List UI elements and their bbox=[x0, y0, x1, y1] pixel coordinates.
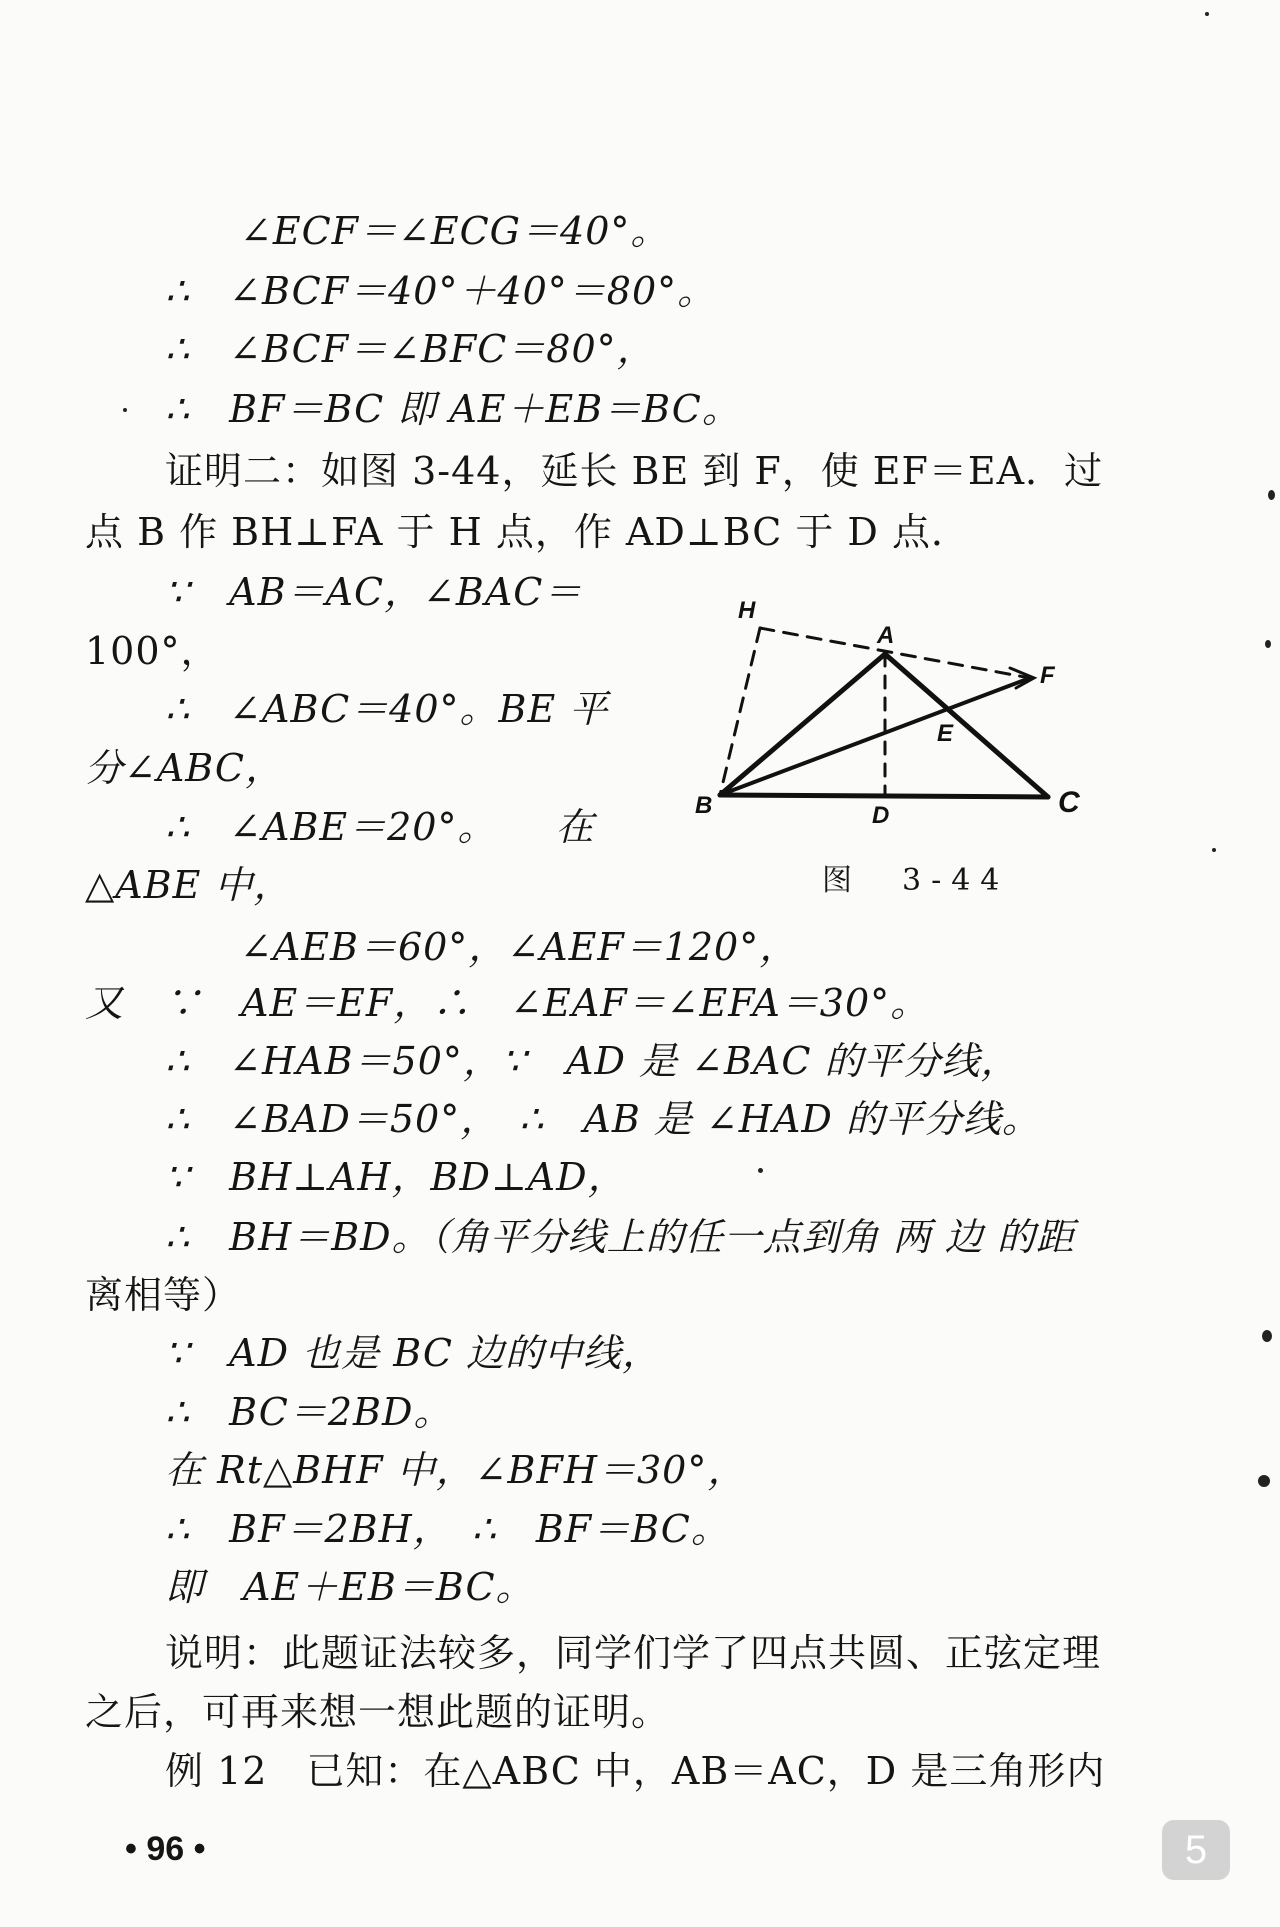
point-label: C bbox=[1058, 786, 1080, 819]
scan-speck bbox=[758, 1168, 763, 1173]
point-label: F bbox=[1040, 662, 1055, 689]
scan-speck bbox=[1265, 640, 1271, 648]
text-line: ∴ BH＝BD。（角平分线上的任一点到角 两 边 的距 bbox=[165, 1215, 1075, 1259]
text-line: ∵ AB＝AC，∠BAC＝ bbox=[165, 570, 583, 614]
text-line: ∴ ∠BCF＝40°＋40°＝80°。 bbox=[165, 269, 717, 313]
text-line: 在 Rt△BHF 中，∠BFH＝30°， bbox=[165, 1448, 747, 1492]
text-line: ∠ECF＝∠ECG＝40°。 bbox=[240, 209, 670, 253]
text-line: 100°， bbox=[85, 629, 220, 673]
text-line: 点 B 作 BH⊥FA 于 H 点，作 AD⊥BC 于 D 点． bbox=[85, 510, 970, 554]
text-line: 例 12 已知：在△ABC 中，AB＝AC，D 是三角形内 bbox=[165, 1749, 1106, 1793]
text-line: 证明二：如图 3-44，延长 BE 到 F，使 EF＝EA．过 bbox=[165, 449, 1104, 493]
point-label: E bbox=[937, 720, 954, 747]
text-line: ∵ BH⊥AH，BD⊥AD， bbox=[165, 1155, 627, 1199]
text-line: ∴ BC＝2BD。 bbox=[165, 1390, 453, 1434]
scan-speck bbox=[123, 408, 127, 412]
text-line: △ABE 中， bbox=[85, 863, 293, 907]
text-line: ∴ ∠BAD＝50°， ∴ AB 是 ∠HAD 的平分线。 bbox=[165, 1097, 1041, 1141]
text-line: ∴ BF＝2BH， ∴ BF＝BC。 bbox=[165, 1507, 730, 1551]
scan-speck bbox=[1205, 12, 1209, 16]
point-label: A bbox=[877, 622, 895, 649]
text-line: ∴ BF＝BC 即 AE＋EB＝BC。 bbox=[165, 387, 741, 431]
figure-caption: 图 3-44 bbox=[822, 863, 1010, 898]
point-label: B bbox=[695, 792, 713, 819]
text-line: 离相等） bbox=[85, 1273, 242, 1317]
page-number: • 96 • bbox=[125, 1830, 206, 1868]
text-line: 又 ∵ AE＝EF，∴ ∠EAF＝∠EFA＝30°。 bbox=[85, 981, 930, 1025]
text-line: ∠AEB＝60°，∠AEF＝120°， bbox=[240, 925, 799, 969]
text-line: ∴ ∠ABC＝40°。BE 平 bbox=[165, 687, 609, 731]
text-line: 说明：此题证法较多，同学们学了四点共圆、正弦定理 bbox=[165, 1631, 1102, 1675]
scan-speck bbox=[1258, 1475, 1270, 1487]
text-line: 之后，可再来想一想此题的证明。 bbox=[85, 1690, 671, 1734]
text-line: 即 AE＋EB＝BC。 bbox=[165, 1565, 535, 1609]
text-line: ∴ ∠ABE＝20°。 在 bbox=[165, 805, 595, 849]
text-line: ∵ AD 也是 BC 边的中线， bbox=[165, 1331, 662, 1375]
text-line: ∴ ∠HAB＝50°，∵ AD 是 ∠BAC 的平分线， bbox=[165, 1039, 1020, 1083]
page-badge: 5 bbox=[1162, 1820, 1230, 1880]
scan-speck bbox=[1262, 1330, 1272, 1342]
text-line: ∴ ∠BCF＝∠BFC＝80°， bbox=[165, 327, 656, 371]
scan-speck bbox=[1212, 848, 1216, 852]
point-label: D bbox=[872, 802, 890, 829]
point-label: H bbox=[738, 597, 756, 624]
scan-speck bbox=[1268, 490, 1275, 500]
text-line: 分∠ABC， bbox=[85, 746, 284, 790]
